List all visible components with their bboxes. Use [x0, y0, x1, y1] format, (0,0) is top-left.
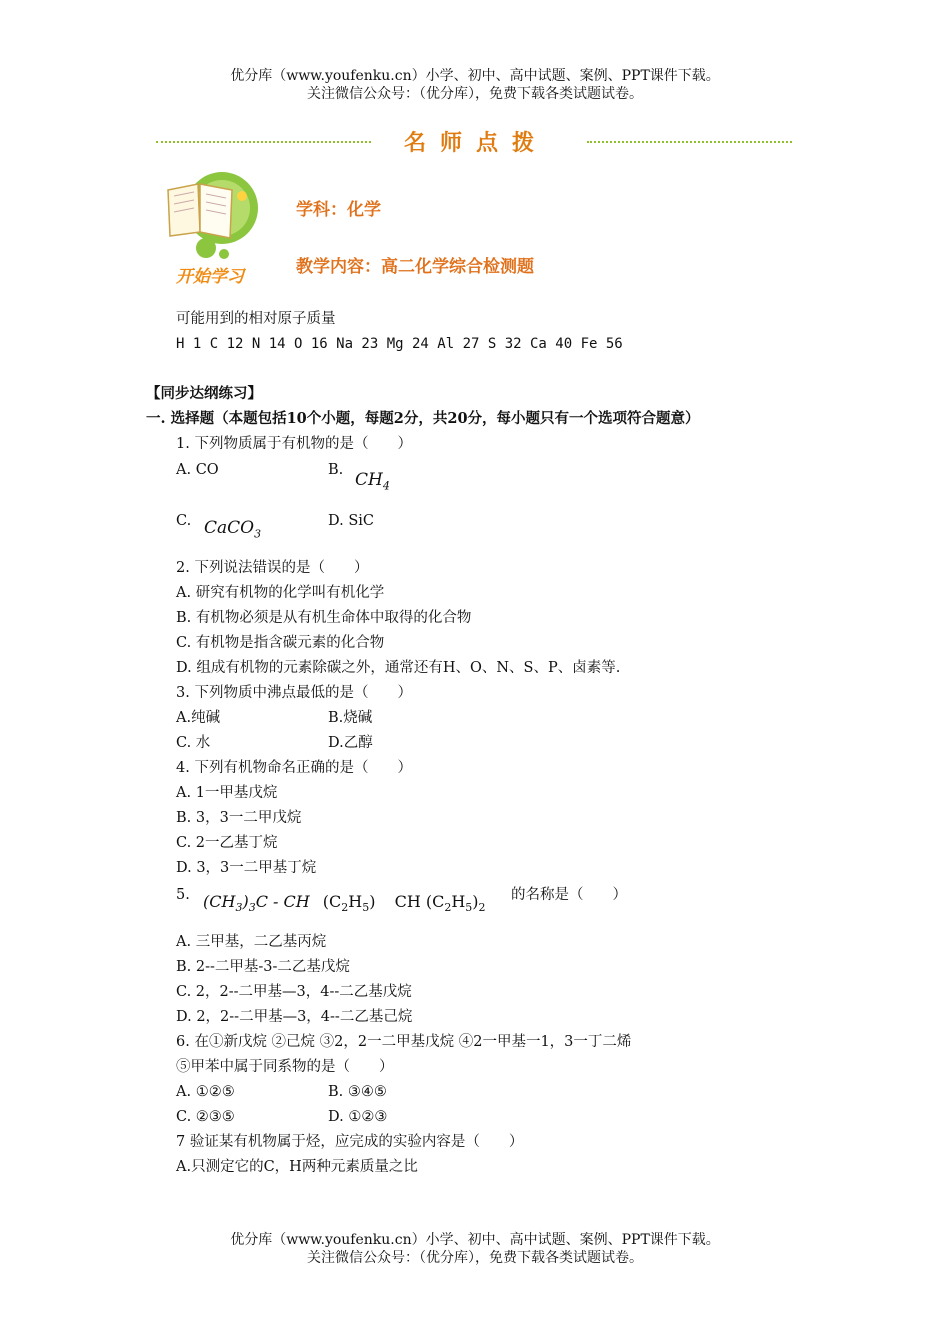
q4-option-d: D. 3，3一二甲基丁烷: [176, 860, 317, 876]
q3-option-d: D.乙醇: [328, 735, 373, 751]
footer-line-2: 关注微信公众号：（优分库），免费下载各类试题试卷。: [307, 1250, 643, 1266]
banner: [156, 126, 792, 158]
q6-stem-line-2: ⑤甲苯中属于同系物的是（ ）: [176, 1059, 394, 1075]
q5-option-c: C. 2，2--二甲基—3，4--二乙基戊烷: [176, 984, 412, 1000]
q6-option-d: D. ①②③: [328, 1109, 388, 1125]
q6-option-b: B. ③④⑤: [328, 1084, 387, 1100]
q7-stem: 7 验证某有机物属于烃，应完成的实验内容是（ ）: [176, 1134, 524, 1150]
atomic-mass-label: 可能用到的相对原子质量: [176, 311, 336, 327]
section-title: 【同步达纲练习】: [146, 385, 262, 402]
q4-stem: 4. 下列有机物命名正确的是（ ）: [176, 760, 412, 776]
q5-number: 5.: [176, 887, 190, 903]
q2-stem: 2. 下列说法错误的是（ ）: [176, 560, 369, 576]
part-one-heading: 一. 选择题（本题包括10个小题，每题2分，共20分，每小题只有一个选项符合题意）: [146, 410, 700, 427]
q6-option-c: C. ②③⑤: [176, 1109, 235, 1125]
subject-label: 学科：化学: [296, 200, 381, 220]
q1-option-d: D. SiC: [328, 513, 374, 529]
q3-stem: 3. 下列物质中沸点最低的是（ ）: [176, 685, 412, 701]
banner-title: 名师点拨: [403, 131, 548, 156]
banner-divider-right: [587, 141, 792, 143]
q1-option-b: B.: [328, 462, 344, 478]
q1-stem: 1. 下列物质属于有机物的是（ ）: [176, 436, 412, 452]
banner-divider-left: [156, 141, 371, 143]
q3-option-c: C. 水: [176, 735, 211, 751]
q6-stem-line-1: 6. 在①新戊烷 ②己烷 ③2，2一二甲基戊烷 ④2一甲基一1，3一丁二烯: [176, 1034, 632, 1050]
q5-option-d: D. 2，2--二甲基—3，4--二乙基己烷: [176, 1009, 413, 1025]
q4-option-a: A. 1一甲基戊烷: [176, 785, 278, 801]
teaching-content: 教学内容：高二化学综合检测题: [296, 257, 534, 277]
atomic-mass-values: H 1 C 12 N 14 O 16 Na 23 Mg 24 Al 27 S 32 Ca 40 Fe 56: [176, 336, 623, 352]
q2-option-b: B. 有机物必须是从有机生命体中取得的化合物: [176, 610, 472, 626]
q2-option-a: A. 研究有机物的化学叫有机化学: [176, 585, 385, 601]
q5-option-b: B. 2--二甲基-3-二乙基戊烷: [176, 959, 350, 975]
q2-option-d: D. 组成有机物的元素除碳之外，通常还有H、O、N、S、P、卤素等.: [176, 660, 621, 676]
q4-option-c: C. 2一乙基丁烷: [176, 835, 278, 851]
q4-option-b: B. 3，3一二甲戊烷: [176, 810, 302, 826]
q5-option-a: A. 三甲基，二乙基丙烷: [176, 934, 327, 950]
q1-option-b-formula: $CH_4$: [355, 470, 390, 493]
q7-option-a: A.只测定它的C，H两种元素质量之比: [176, 1159, 418, 1175]
logo-caption: 开始学习: [176, 267, 244, 287]
q1-option-a: A. CO: [176, 462, 219, 478]
q5-stem-tail: 的名称是（ ）: [511, 887, 627, 903]
header-line-2: 关注微信公众号：（优分库），免费下载各类试题试卷。: [307, 86, 643, 102]
q3-option-b: B.烧碱: [328, 710, 373, 726]
q6-option-a: A. ①②⑤: [176, 1084, 235, 1100]
q2-option-c: C. 有机物是指含碳元素的化合物: [176, 635, 385, 651]
header-line-1: 优分库（www.youfenku.cn）小学、初中、高中试题、案例、PPT课件下载。: [230, 68, 720, 84]
q5-formula: $(CH_3)_3C$ - CH $(C_2H_5)$ CH $(C_2H_5)_2$: [203, 892, 486, 915]
q1-option-c-formula: CaCO$_3$: [204, 518, 262, 541]
footer-line-1: 优分库（www.youfenku.cn）小学、初中、高中试题、案例、PPT课件下载。: [230, 1232, 720, 1248]
q3-option-a: A.纯碱: [176, 710, 221, 726]
start-learning-logo: [160, 170, 270, 288]
q1-option-c: C.: [176, 513, 192, 529]
